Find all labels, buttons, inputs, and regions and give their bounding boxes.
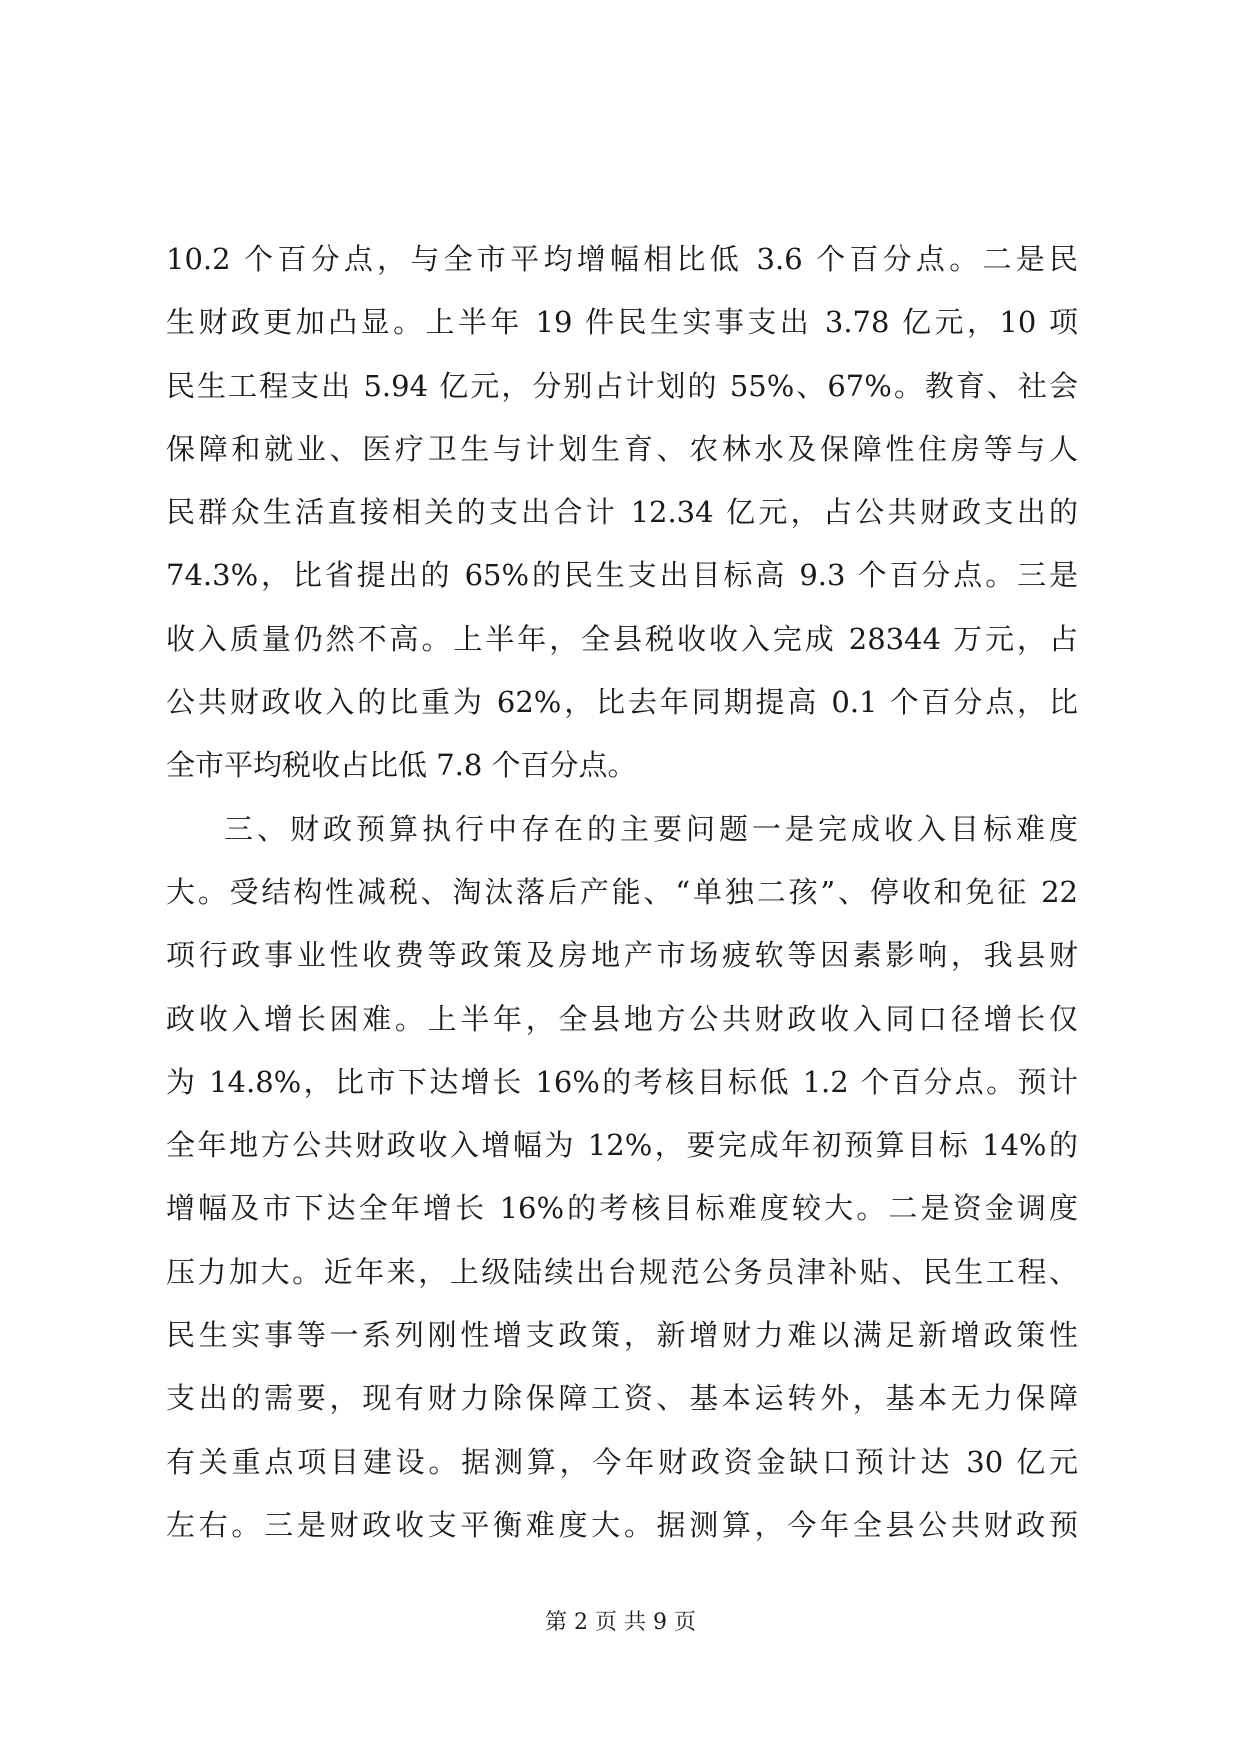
text-line: 大。受结构性减税、淘汰落后产能、“单独二孩”、停收和免征 22	[166, 874, 1078, 909]
text-line: 三、财政预算执行中存在的主要问题一是完成收入目标难度	[224, 811, 1078, 846]
text-line: 压力加大。近年来，上级陆续出台规范公务员津补贴、民生工程、	[166, 1254, 1078, 1289]
text-line: 民生工程支出 5.94 亿元，分别占计划的 55%、67%。教育、社会	[166, 368, 1078, 403]
text-line: 74.3%，比省提出的 65%的民生支出目标高 9.3 个百分点。三是	[166, 558, 1078, 593]
text-line: 左右。三是财政收支平衡难度大。据测算，今年全县公共财政预	[166, 1507, 1078, 1542]
text-line: 保障和就业、医疗卫生与计划生育、农林水及保障性住房等与人	[166, 431, 1078, 466]
text-line: 民群众生活直接相关的支出合计 12.34 亿元，占公共财政支出的	[166, 495, 1078, 530]
text-line: 有关重点项目建设。据测算，今年财政资金缺口预计达 30 亿元	[166, 1444, 1078, 1479]
text-line: 政收入增长困难。上半年，全县地方公共财政收入同口径增长仅	[166, 1001, 1078, 1036]
paragraph-1	[166, 228, 1078, 798]
text-line: 全市平均税收占比低 7.8 个百分点。	[166, 748, 637, 783]
paragraph-2	[166, 798, 1078, 1558]
text-line: 支出的需要，现有财力除保障工资、基本运转外，基本无力保障	[166, 1381, 1078, 1416]
text-line: 10.2 个百分点，与全市平均增幅相比低 3.6 个百分点。二是民	[166, 242, 1078, 276]
body-text	[166, 228, 1078, 1557]
text-line: 为 14.8%，比市下达增长 16%的考核目标低 1.2 个百分点。预计	[166, 1064, 1078, 1099]
text-line: 民生实事等一系列刚性增支政策，新增财力难以满足新增政策性	[166, 1318, 1078, 1353]
text-line: 增幅及市下达全年增长 16%的考核目标难度较大。二是资金调度	[166, 1191, 1078, 1226]
text-line: 公共财政收入的比重为 62%，比去年同期提高 0.1 个百分点，比	[166, 685, 1078, 720]
text-line: 项行政事业性收费等政策及房地产市场疲软等因素影响，我县财	[166, 938, 1078, 973]
text-line: 收入质量仍然不高。上半年，全县税收收入完成 28344 万元，占	[166, 621, 1078, 656]
text-line: 生财政更加凸显。上半年 19 件民生实事支出 3.78 亿元，10 项	[166, 305, 1078, 340]
text-line: 全年地方公共财政收入增幅为 12%，要完成年初预算目标 14%的	[166, 1128, 1078, 1163]
page-number-footer: 第 2 页 共 9 页	[545, 1610, 696, 1635]
